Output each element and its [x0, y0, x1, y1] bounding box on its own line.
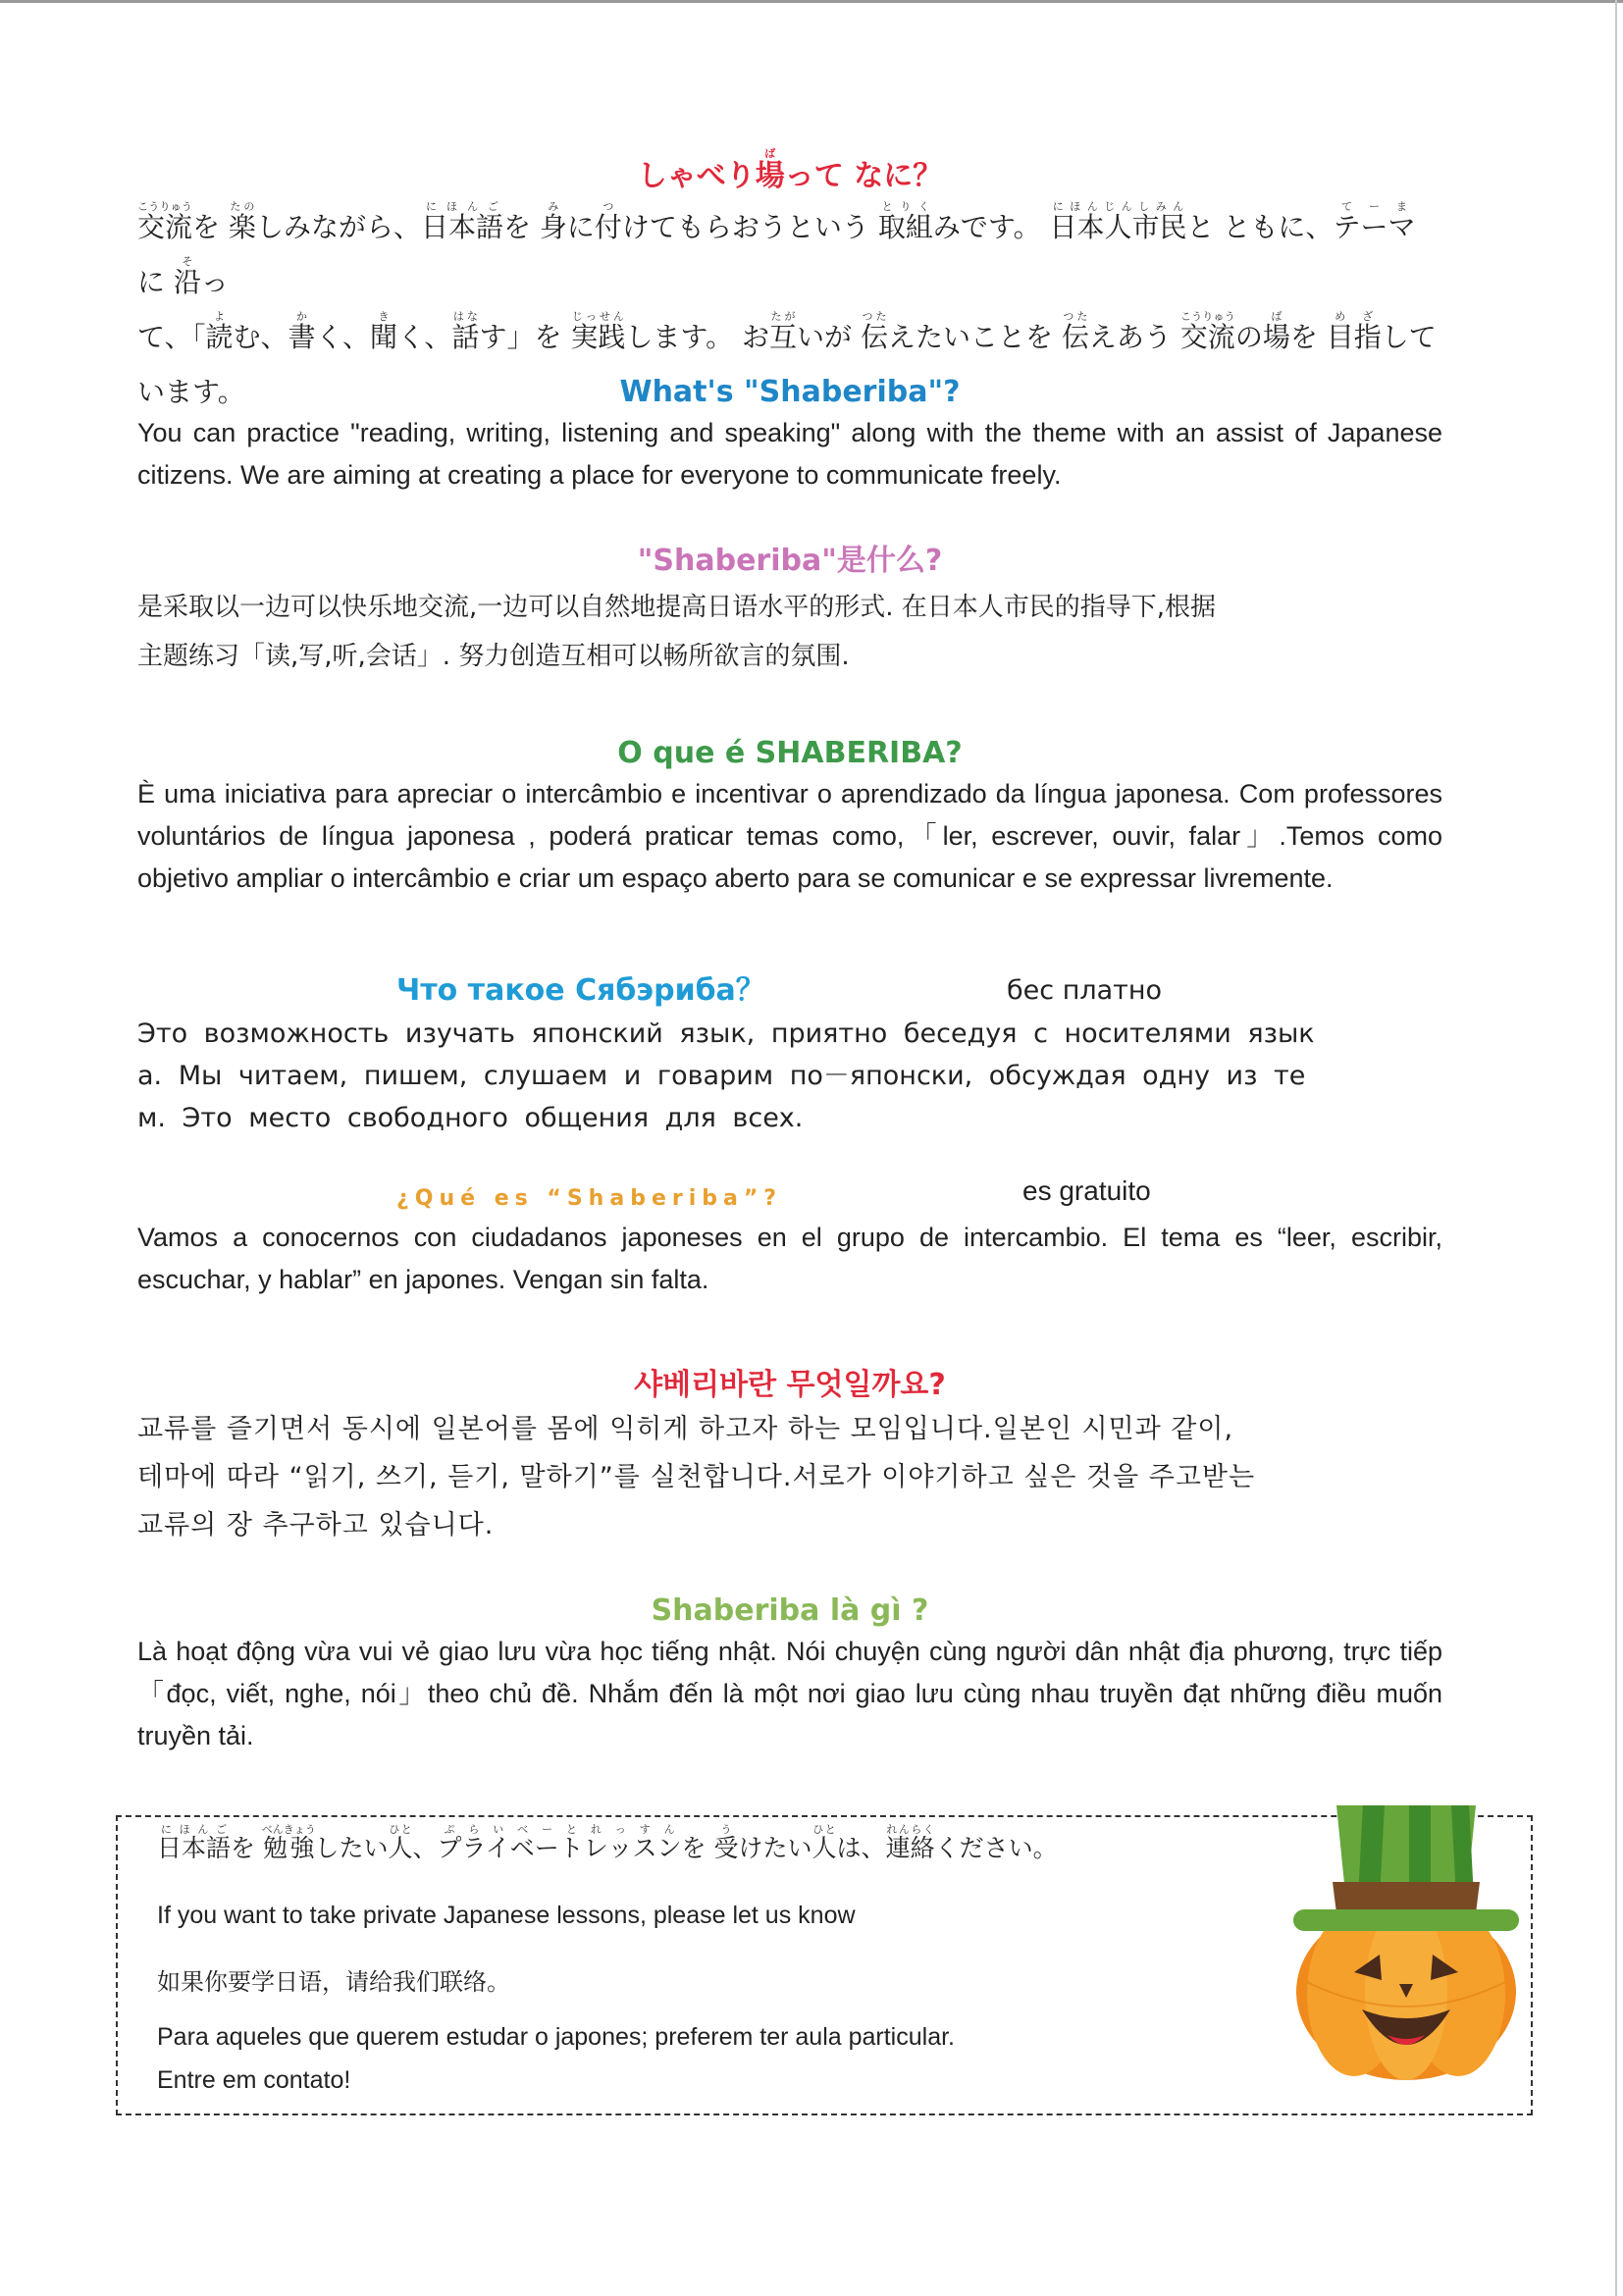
private-lesson-japanese-ruby: 日本語にほんご	[157, 1823, 232, 1862]
spanish-header-row	[137, 1175, 1442, 1217]
private-lesson-english: If you want to take private Japanese lessons, please let us know	[157, 1902, 856, 1929]
japanese-line2-ruby: 伝つた	[1061, 310, 1089, 353]
private-lesson-japanese-text: を	[231, 1834, 263, 1862]
private-lesson-japanese-ruby: 人ひと	[812, 1823, 837, 1862]
japanese-line1-text: に	[566, 211, 595, 243]
japanese-line1-ruby: 沿そ	[173, 255, 201, 298]
private-lesson-japanese-text: 、	[412, 1834, 438, 1862]
private-lesson-japanese-text: ください。	[934, 1834, 1058, 1862]
spanish-body: Vamos a conocernos con ciudadanos japoneses en el grupo de intercambio. El tema es “leer, escribir, escuchar, y hablar” en japones. Vengan sin falta.	[137, 1223, 1442, 1294]
section-chinese	[137, 542, 1442, 681]
scan-right-edge	[1615, 0, 1617, 2296]
english-body: You can practice "reading, writing, listening and speaking" along with the theme with an assist of Japanese citizens. We are aiming at creating a place for everyone to communicate freely.	[137, 418, 1442, 490]
private-lesson-japanese-ruby: 勉強べんきょう	[261, 1823, 316, 1862]
russian-header-row	[137, 971, 1442, 1013]
private-lesson-japanese-text: けたい	[738, 1834, 812, 1862]
japanese-line2-text: く、	[315, 321, 370, 353]
japanese-line1-text: けてもらおうという	[621, 211, 878, 243]
japanese-line2-text: いが	[797, 321, 861, 353]
private-lesson-japanese-ruby: 連絡れんらく	[885, 1823, 935, 1862]
japanese-line2-text: く、	[396, 321, 452, 353]
private-lesson-chinese: 如果你要学日语，请给我们联络。	[157, 1968, 510, 1996]
japanese-line2-text: て、「	[137, 321, 206, 353]
japanese-line2-text: の	[1234, 321, 1263, 353]
japanese-line1-ruby: 日本人市民にほんじんしみん	[1049, 200, 1187, 243]
japanese-title-part2: って なに？	[784, 159, 943, 193]
section-vietnamese	[137, 1592, 1442, 1757]
japanese-line2-ruby: 書か	[288, 310, 316, 353]
japanese-line2-text: す」を	[479, 321, 571, 353]
japanese-line2-ruby: 伝つた	[860, 310, 888, 353]
russian-body-line2: а. Мы читаем, пишем, слушаем и говарим по－японски, обсуждая одну из те	[137, 1061, 1306, 1091]
private-lesson-japanese-text: を	[681, 1834, 714, 1862]
korean-body-line3: 교류의 장 추구하고 있습니다.	[137, 1510, 495, 1540]
scan-top-edge	[0, 0, 1623, 3]
japanese-line2-text: します。 お	[625, 321, 770, 353]
korean-body-line1: 교류를 즐기면서 동시에 일본어를 몸에 익히게 하고자 하는 모임입니다.일본인 시민과 같이,	[137, 1414, 1234, 1444]
korean-body-line2: 테마에 따라 “읽기, 쓰기, 듣기, 말하기”를 실천합니다.서로가 이야기하고 싶은 것을 주고받는	[137, 1462, 1256, 1492]
russian-free-note: бес платно	[1007, 975, 1163, 1006]
japanese-line2-text: しています。	[137, 321, 1437, 408]
russian-title: Что такое Сябэриба？	[396, 973, 765, 1008]
private-lesson-japanese-ruby: プライベートレッスンぷらいべーとれっすん	[437, 1823, 682, 1862]
japanese-line2-text: えあう	[1088, 321, 1180, 353]
japanese-title-part1: しゃべり	[637, 159, 756, 193]
japanese-line1-text: を	[192, 211, 229, 243]
private-lesson-japanese-text: は、	[836, 1834, 886, 1862]
vietnamese-body: Là hoạt động vừa vui vẻ giao lưu vừa học tiếng nhật. Nói chuyện cùng người dân nhật địa phương, trực tiếp「đọc, viết, nghe, nói」theo chủ đề. Nhắm đến là một nơi giao lưu cùng nhau truyền đạt những điều muốn truyền tải.	[137, 1637, 1442, 1750]
section-russian	[137, 971, 1442, 1139]
english-title: What's "Shaberiba"?	[619, 375, 961, 409]
section-korean	[137, 1366, 1442, 1549]
japanese-line2-ruby: 交流こうりゅう	[1179, 310, 1235, 353]
green-hat	[1293, 1805, 1519, 1931]
japanese-line2-ruby: 場ば	[1262, 310, 1290, 353]
japanese-line2-ruby: 読よ	[205, 310, 234, 353]
japanese-line2-text: えたいことを	[887, 321, 1062, 353]
japanese-line2-ruby: 聞き	[369, 310, 397, 353]
japanese-line1-ruby: 日本語にほんご	[420, 200, 503, 243]
private-lesson-japanese-text: したい	[314, 1834, 389, 1862]
japanese-line1-text: に	[137, 266, 174, 298]
japanese-line1-text: と ともに、	[1186, 211, 1334, 243]
section-english	[137, 373, 1442, 496]
section-portuguese	[137, 734, 1442, 900]
japanese-body-line1	[137, 200, 1442, 310]
spanish-title: ¿Qué es “Shaberiba”?	[396, 1186, 783, 1211]
section-spanish	[137, 1175, 1442, 1301]
private-lesson-portuguese-line2: Entre em contato!	[157, 2066, 351, 2094]
japanese-line2-ruby: 実践じっせん	[570, 310, 626, 353]
pumpkin-hat-illustration	[1293, 1786, 1519, 2080]
japanese-title	[137, 147, 1442, 196]
japanese-line1-ruby: 付つ	[594, 200, 622, 243]
japanese-line1-ruby: 取組とりく	[877, 200, 933, 243]
japanese-line1-text: しみながら、	[255, 211, 421, 243]
private-lesson-japanese-ruby: 人ひと	[388, 1823, 413, 1862]
japanese-line2-ruby: 目指めざ	[1326, 310, 1382, 353]
chinese-body-line1: 是采取以一边可以快乐地交流,一边可以自然地提高日语水平的形式. 在日本人市民的指导下,根据	[137, 593, 1217, 622]
japanese-title-ba: 場ば	[755, 147, 785, 193]
japanese-line1-ruby: 身み	[539, 200, 567, 243]
japanese-line1-ruby: テーマてーま	[1333, 200, 1416, 243]
japanese-line2-ruby: 話はな	[451, 310, 480, 353]
portuguese-body: È uma iniciativa para apreciar o intercâmbio e incentivar o aprendizado da língua japonesa. Com professores voluntários de língua japonesa , poderá praticar temas como,「ler, escrever, ouvir, falar」.Temos como objetivo ampliar o intercâmbio e criar um espaço aberto para se comunicar e se expressar livremente.	[137, 779, 1442, 893]
chinese-body-line2: 主题练习「读,写,听,会话」. 努力创造互相可以畅所欲言的氛围.	[137, 642, 850, 671]
japanese-line1-text: っ	[200, 266, 229, 298]
private-lesson-japanese-ruby: 受う	[713, 1823, 739, 1862]
vietnamese-title: Shaberiba là gì ?	[651, 1593, 929, 1628]
private-lesson-japanese	[157, 1823, 1058, 1873]
japanese-line2-ruby: 互たが	[769, 310, 798, 353]
chinese-title: "Shaberiba"是什么?	[637, 544, 943, 578]
russian-body-line1: Это возможность изучать японский язык, приятно беседуя с носителями язык	[137, 1018, 1315, 1049]
japanese-line2-text: を	[1289, 321, 1327, 353]
private-lesson-portuguese-line1: Para aqueles que querem estudar o japones; preferem ter aula particular.	[157, 2023, 955, 2051]
russian-body-line3: м. Это место свободного общения для всех.	[137, 1103, 804, 1133]
japanese-line1-text: みです。	[932, 211, 1050, 243]
japanese-line1-ruby: 交流こうりゅう	[137, 200, 193, 243]
japanese-line2-text: む、	[233, 321, 288, 353]
japanese-line1-ruby: 楽たの	[228, 200, 256, 243]
portuguese-title: O que é SHABERIBA?	[617, 736, 963, 770]
korean-title: 샤베리바란 무엇일까요?	[634, 1368, 946, 1402]
japanese-line1-text: を	[502, 211, 540, 243]
spanish-free-note: es gratuito	[1022, 1175, 1151, 1206]
